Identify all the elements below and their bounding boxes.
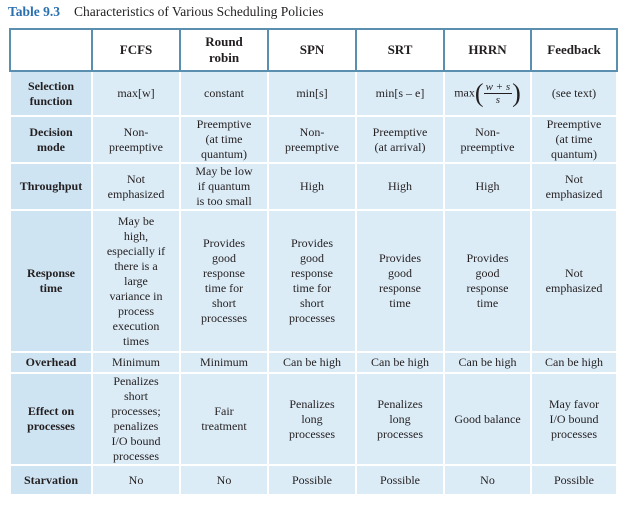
formula-denominator: s: [495, 94, 500, 106]
table-cell: Can be high: [268, 352, 356, 373]
column-header: SPN: [268, 29, 356, 71]
row-header: Selection function: [10, 71, 92, 116]
table-cell: Provides good response time for short processes: [268, 210, 356, 352]
table-row: [10, 210, 617, 352]
table-cell: Non- preemptive: [444, 116, 531, 163]
table-cell: Preemptive (at arrival): [356, 116, 444, 163]
table-cell: Penalizes short processes; penalizes I/O bound processes: [92, 373, 180, 465]
formula-prefix: max: [454, 85, 475, 100]
table-cell: Non- preemptive: [92, 116, 180, 163]
table-cell: Provides good response time for short processes: [180, 210, 268, 352]
formula-fraction: [484, 81, 513, 106]
row-header: Effect on processes: [10, 373, 92, 465]
table-cell: Minimum: [180, 352, 268, 373]
table-row: [10, 352, 617, 373]
table-row: [10, 465, 617, 495]
right-paren: ): [512, 78, 521, 108]
table-row: [10, 373, 617, 465]
left-paren: (: [474, 78, 484, 108]
header-row: [10, 29, 617, 71]
table-cell: Not emphasized: [531, 210, 617, 352]
table-cell: High: [444, 163, 531, 210]
table-cell: min[s]: [268, 71, 356, 116]
table-title: Characteristics of Various Scheduling Policies: [74, 4, 324, 19]
row-header: Starvation: [10, 465, 92, 495]
formula-numerator: w + s: [485, 81, 511, 93]
table-cell: No: [180, 465, 268, 495]
table-cell: Can be high: [444, 352, 531, 373]
table-cell: Provides good response time: [356, 210, 444, 352]
table-cell: May favor I/O bound processes: [531, 373, 617, 465]
hrrn-formula-cell: [444, 71, 531, 116]
table-cell: Good balance: [444, 373, 531, 465]
table-cell: Possible: [531, 465, 617, 495]
table-cell: Minimum: [92, 352, 180, 373]
table-row: [10, 71, 617, 116]
row-header: Throughput: [10, 163, 92, 210]
column-header: Feedback: [531, 29, 617, 71]
table-cell: (see text): [531, 71, 617, 116]
table-cell: No: [444, 465, 531, 495]
table-cell: Non- preemptive: [268, 116, 356, 163]
table-caption: [8, 4, 324, 20]
row-header: Overhead: [10, 352, 92, 373]
row-header: Response time: [10, 210, 92, 352]
table-cell: Possible: [356, 465, 444, 495]
table-cell: Fair treatment: [180, 373, 268, 465]
table-cell: High: [356, 163, 444, 210]
table-cell: Can be high: [531, 352, 617, 373]
table-cell: May be low if quantum is too small: [180, 163, 268, 210]
table-cell: High: [268, 163, 356, 210]
table-cell: constant: [180, 71, 268, 116]
row-header: Decision mode: [10, 116, 92, 163]
table-cell: Preemptive (at time quantum): [531, 116, 617, 163]
scheduling-policies-table: [9, 28, 618, 496]
table-cell: min[s – e]: [356, 71, 444, 116]
table-cell: May be high, especially if there is a large variance in process execution times: [92, 210, 180, 352]
column-header: SRT: [356, 29, 444, 71]
table-cell: Penalizes long processes: [356, 373, 444, 465]
table-cell: max[w]: [92, 71, 180, 116]
table-cell: Preemptive (at time quantum): [180, 116, 268, 163]
table-cell: Penalizes long processes: [268, 373, 356, 465]
column-header: Round robin: [180, 29, 268, 71]
table-cell: Provides good response time: [444, 210, 531, 352]
header-corner-cell: [10, 29, 92, 71]
column-header: FCFS: [92, 29, 180, 71]
table-number: Table 9.3: [8, 4, 61, 19]
table-cell: Possible: [268, 465, 356, 495]
table-cell: Not emphasized: [92, 163, 180, 210]
table-row: [10, 116, 617, 163]
column-header: HRRN: [444, 29, 531, 71]
table-row: [10, 163, 617, 210]
table-cell: Not emphasized: [531, 163, 617, 210]
table-cell: Can be high: [356, 352, 444, 373]
table-cell: No: [92, 465, 180, 495]
